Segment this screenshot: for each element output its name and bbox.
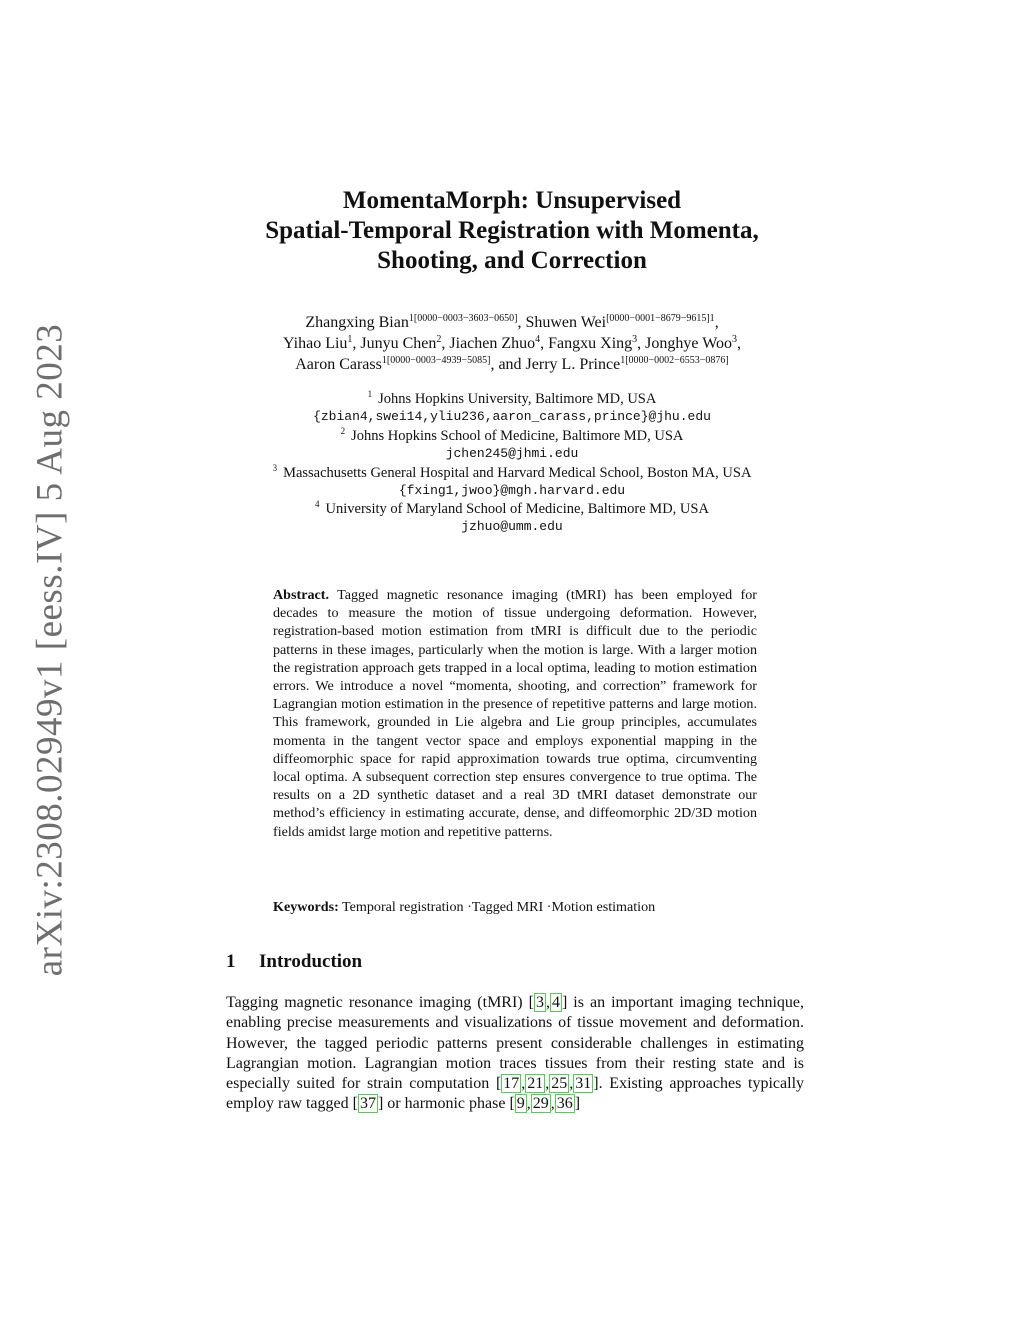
affiliation-text: University of Maryland School of Medicine, Baltimore MD, USA bbox=[325, 501, 709, 517]
affiliation bbox=[0, 389, 1024, 408]
citation-link[interactable]: 3 bbox=[535, 994, 544, 1011]
abstract-label: Abstract. bbox=[273, 587, 329, 603]
author-affil: 2 bbox=[436, 334, 442, 345]
section-heading bbox=[226, 951, 362, 973]
body-text: is an important imaging technique, enabling precise measurements and visualizations of tissue movement and deformation. However, the tagged periodic patterns present considerable challenges in estimating Lagrangian motion. Lagrangian motion traces tissues from their resting state and is especially suited for strain computation bbox=[226, 994, 804, 1093]
author-name: Zhangxing Bian bbox=[305, 314, 409, 331]
citation-link[interactable]: 25 bbox=[551, 1075, 568, 1093]
affiliation bbox=[0, 463, 1024, 482]
body-text: or harmonic phase bbox=[383, 1095, 510, 1113]
author-name: Aaron Carass bbox=[295, 356, 382, 373]
intro-paragraph: Tagging magnetic resonance imaging (tMRI) [ 3 , 4 ] is an important imaging technique, enabling precise measurements and visualizations of tissue movement and deformation. However, the tagged periodic patterns present considerable challenges in estimating Lagrangian motion. Lagrangian motion traces tissues from their resting state and is especially suited for strain computation [ 17 , 21 , 25 , 31 ]. Existing approaches typically employ raw tagged [ 37 ] or harmonic phase [ 9 , 29 , 36 ] bbox=[226, 994, 805, 1113]
body-text: . Existing approaches typically employ raw tagged bbox=[226, 1075, 805, 1113]
citation-link[interactable]: 37 bbox=[359, 1095, 376, 1113]
affiliation-email[interactable]: jchen245@jhmi.edu bbox=[445, 446, 579, 461]
author-affil: 3 bbox=[632, 334, 638, 345]
keywords-label: Keywords: bbox=[273, 899, 339, 915]
citation-link[interactable]: 36 bbox=[556, 1095, 573, 1113]
author-line bbox=[0, 355, 1024, 374]
affiliation-number: 2 bbox=[340, 426, 346, 436]
affiliation bbox=[0, 499, 1024, 518]
title-line: Shooting, and Correction bbox=[377, 247, 647, 274]
author-name: , and Jerry L. Prince bbox=[490, 356, 621, 373]
section-number: 1 bbox=[226, 951, 236, 972]
author-affil: 4 bbox=[535, 334, 541, 345]
separator: , bbox=[714, 314, 719, 331]
separator: , bbox=[545, 994, 550, 1011]
author-orcid[interactable]: 1[0000−0002−6553−0876] bbox=[620, 355, 729, 366]
author-name: Yihao Liu bbox=[282, 335, 348, 352]
author-affil: 1 bbox=[347, 334, 353, 345]
author-name: , Shuwen Wei bbox=[517, 314, 607, 331]
keyword: · Motion estimation bbox=[543, 899, 655, 915]
citation-link[interactable]: 21 bbox=[527, 1075, 544, 1093]
affiliation-text: Massachusetts General Hospital and Harvard Medical School, Boston MA, USA bbox=[283, 465, 752, 481]
separator: , bbox=[737, 335, 742, 352]
affiliation-number: 1 bbox=[367, 389, 373, 399]
citation-link[interactable]: 29 bbox=[532, 1095, 549, 1113]
author-orcid[interactable]: 1[0000−0003−4939−5085] bbox=[381, 355, 491, 366]
title-line: Spatial-Temporal Registration with Momenta, bbox=[265, 217, 759, 244]
keyword: · Tagged MRI bbox=[464, 899, 544, 915]
author-line bbox=[0, 313, 1024, 332]
keywords bbox=[273, 899, 773, 916]
citation-link[interactable]: 31 bbox=[575, 1075, 592, 1093]
citation-link[interactable]: 4 bbox=[551, 994, 560, 1011]
paper-title bbox=[0, 186, 1024, 276]
affiliation-text: Johns Hopkins University, Baltimore MD, USA bbox=[378, 391, 657, 407]
affiliation bbox=[0, 426, 1024, 445]
arxiv-identifier[interactable]: arXiv:2308.02949v1 [eess.IV] 5 Aug 2023 bbox=[29, 323, 71, 977]
author-affil: 3 bbox=[732, 334, 738, 345]
author-name: , Jiachen Zhuo bbox=[441, 335, 536, 352]
citation-link[interactable]: 17 bbox=[503, 1075, 520, 1093]
author-name: , Junyu Chen bbox=[352, 335, 437, 352]
affiliation-email[interactable]: jzhuo@umm.edu bbox=[461, 519, 563, 534]
abstract bbox=[273, 586, 757, 841]
affiliation-email[interactable]: {fxing1,jwoo}@mgh.harvard.edu bbox=[398, 483, 626, 498]
abstract-text: Tagged magnetic resonance imaging (tMRI) has been employed for decades to measure the motion of tissue undergoing deformation. However, registration-based motion estimation from tMRI is difficult due to the periodic patterns in these images, particularly when the motion is large. With a larger motion the registration approach gets trapped in a local optima, leading to motion estimation errors. We introduce a novel “momenta, shooting, and correction” framework for Lagrangian motion estimation in the presence of repetitive patterns and large motion. This framework, grounded in Lie algebra and Lie group principles, accumulates momenta in the tangent vector space and employs exponential mapping in the diffeomorphic space for rapid approximation towards true optima, circumventing local optima. A subsequent correction step ensures convergence to true optima. The results on a 2D synthetic dataset and a real 3D tMRI dataset demonstrate our method’s efficiency in estimating accurate, dense, and diffeomorphic 2D/3D motion fields amidst large motion and repetitive patterns. bbox=[273, 587, 757, 840]
keyword: Temporal registration bbox=[342, 899, 464, 915]
body-text: Tagging magnetic resonance imaging (tMRI) bbox=[226, 994, 529, 1011]
affiliation-number: 4 bbox=[315, 499, 320, 509]
author-name: , Jonghye Woo bbox=[637, 335, 733, 352]
title-line: MomentaMorph: Unsupervised bbox=[342, 187, 682, 214]
section-title: Introduction bbox=[259, 951, 363, 972]
author-orcid[interactable]: [0000−0001−8679−9615]1 bbox=[606, 313, 715, 324]
affiliation-number: 3 bbox=[272, 463, 278, 473]
author-orcid[interactable]: 1[0000−0003−3603−0650] bbox=[408, 313, 518, 324]
author-name: , Fangxu Xing bbox=[540, 335, 633, 352]
affiliation-email[interactable]: {zbian4,swei14,yliu236,aaron_carass,prince}@jhu.edu bbox=[313, 409, 711, 424]
citation-link[interactable]: 9 bbox=[516, 1095, 525, 1113]
author-line bbox=[0, 334, 1024, 353]
affiliation-text: Johns Hopkins School of Medicine, Baltimore MD, USA bbox=[351, 428, 684, 444]
